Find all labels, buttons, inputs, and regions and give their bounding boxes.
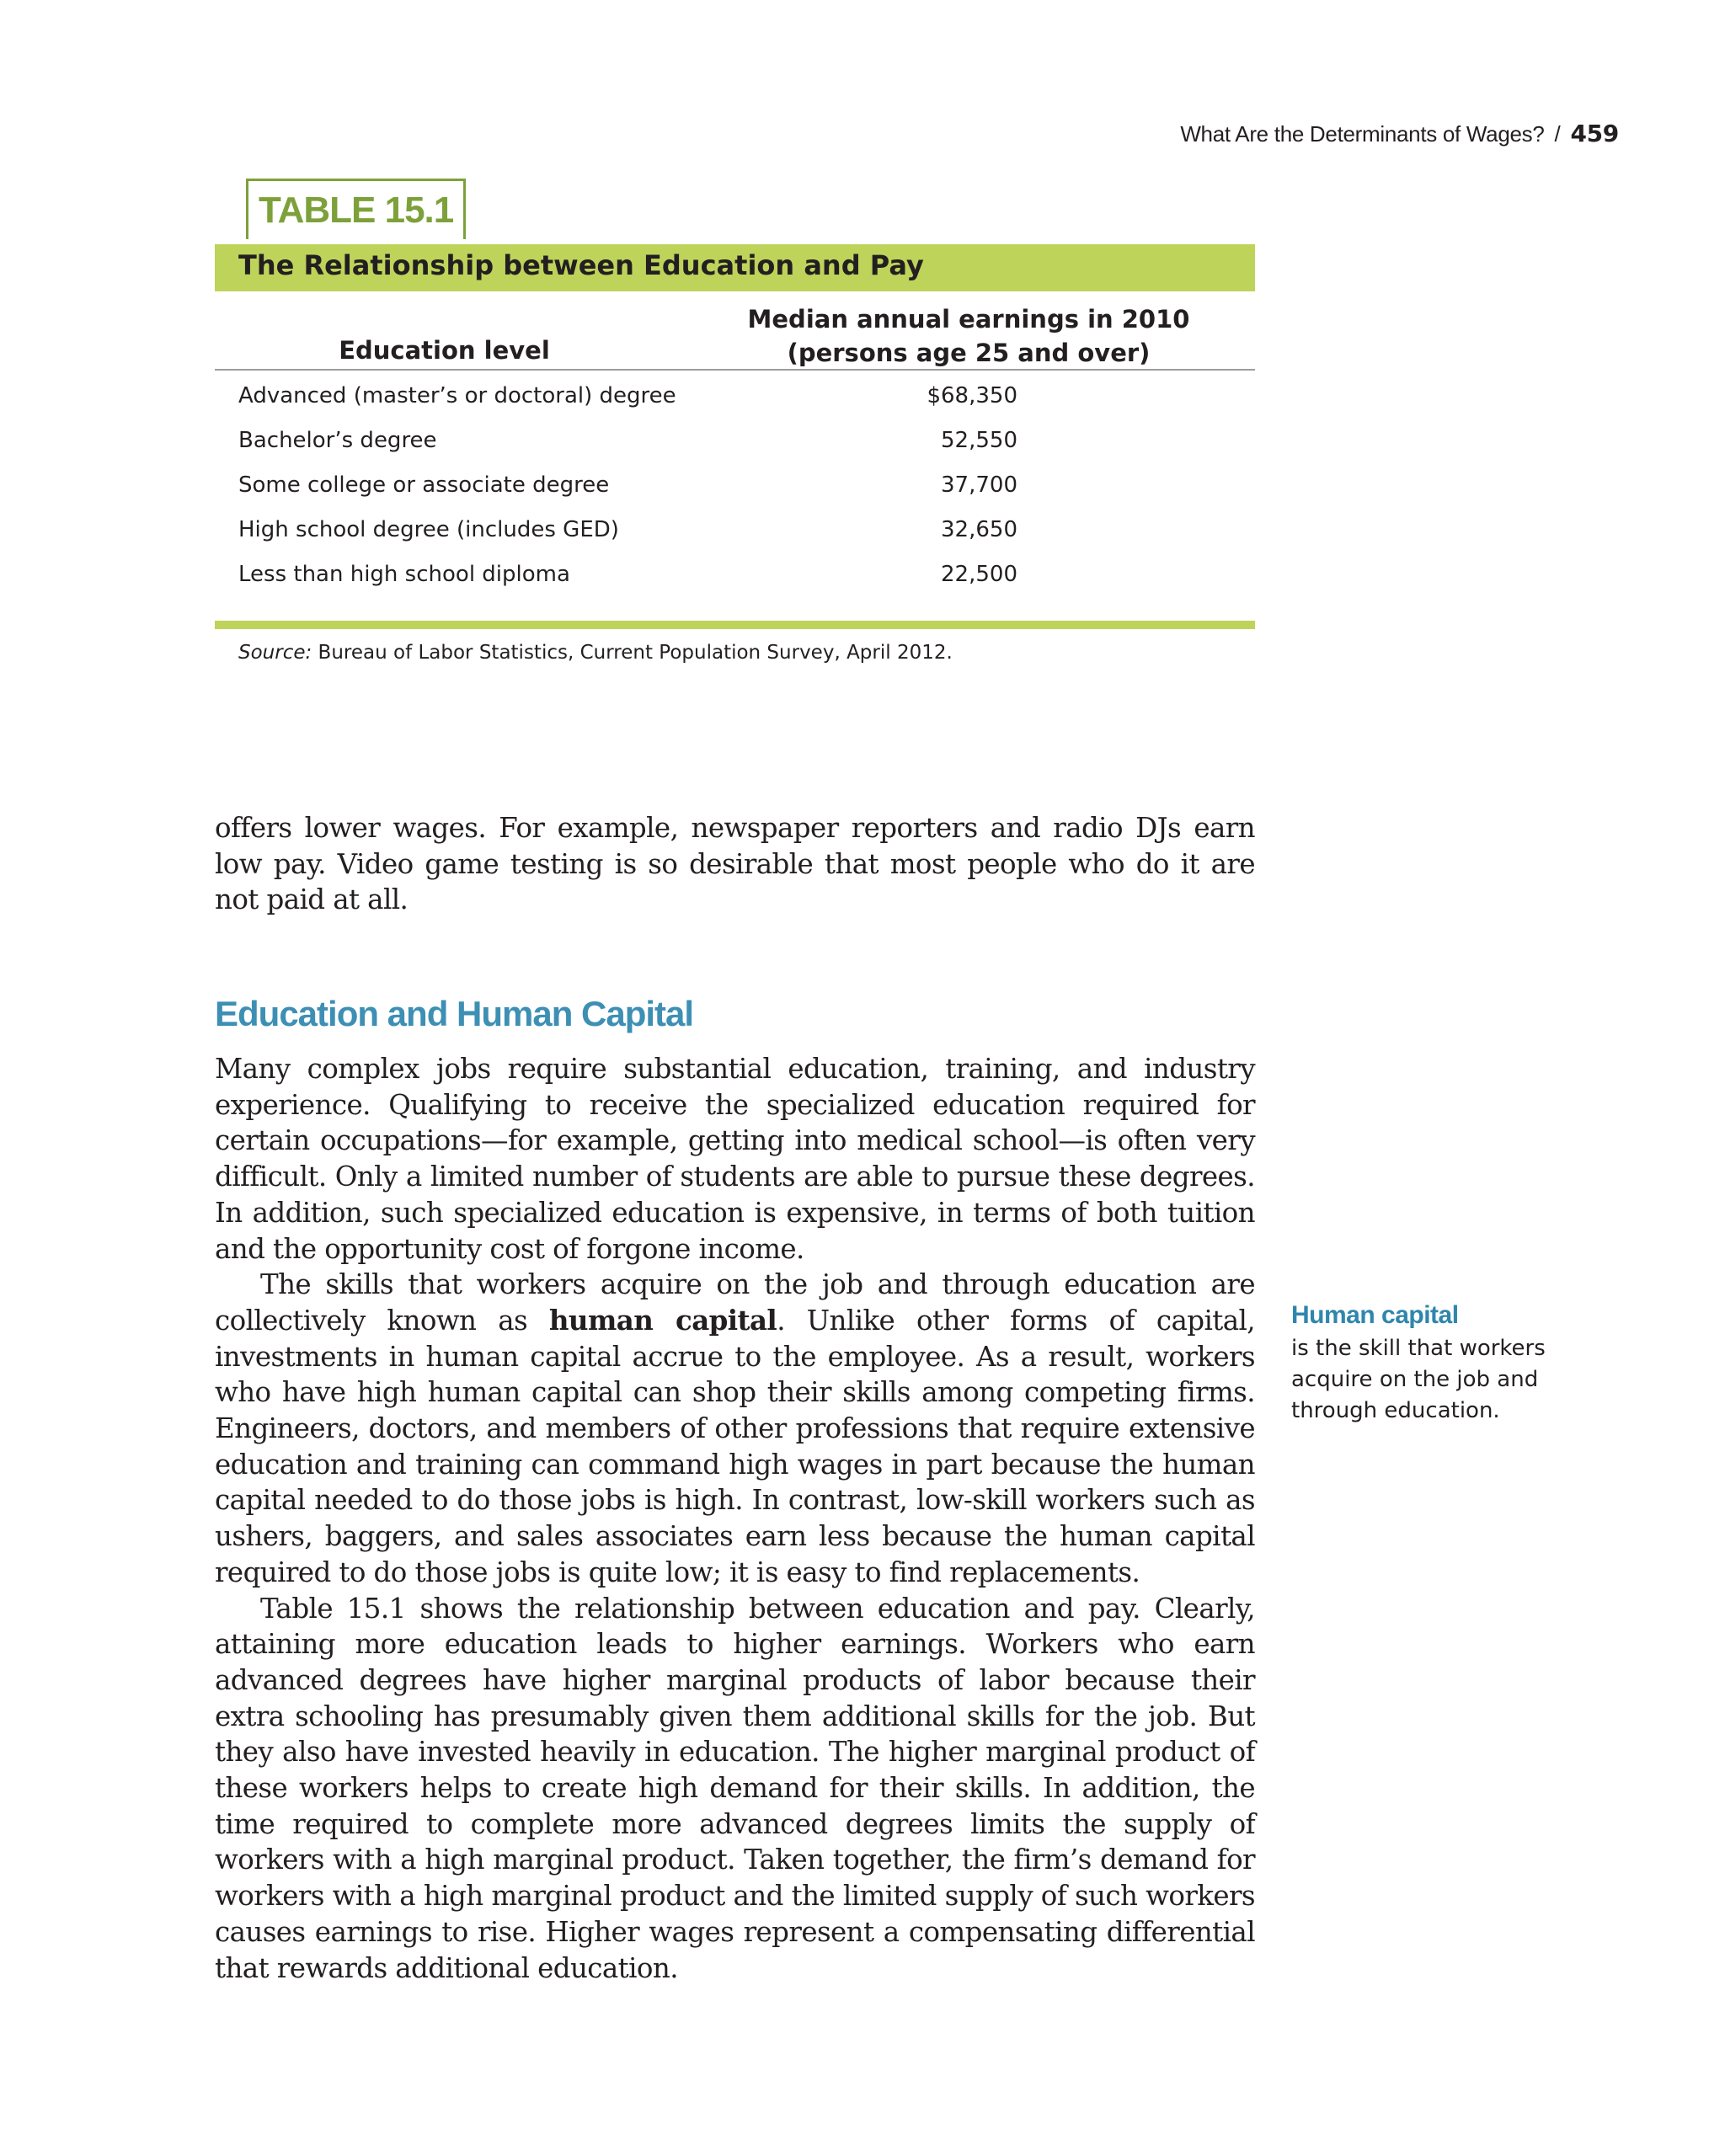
page-number: 459 [1570, 120, 1619, 147]
earnings-cell: 32,650 [941, 517, 1017, 542]
earnings-cell: 22,500 [941, 562, 1017, 587]
source-label: Source: [238, 642, 312, 664]
paragraph-3: Table 15.1 shows the relationship between education and pay. Clearly, attaining more education leads to higher earnings. Workers who earn advanced degrees have higher marginal products of labor because their extra schooling has presumably given them additional skills for the job. But they also have invested heavily in education. The higher marginal product of these workers helps to create high demand for their skills. In addition, the time required to complete more advanced degrees limits the supply of workers with a high marginal product. Taken together, the firm’s demand for workers with a high marginal product and the limited supply of such workers causes earnings to rise. Higher wages represent a compensating differential that rewards additional education. [215, 1592, 1255, 1984]
table-label: TABLE 15.1 [246, 179, 466, 239]
education-level-cell: Advanced (master’s or doctoral) degree [238, 383, 676, 408]
education-level-cell: Some college or associate degree [238, 472, 610, 498]
table-row [238, 517, 1081, 551]
education-level-cell: Less than high school diploma [238, 562, 570, 587]
education-level-cell: High school degree (includes GED) [238, 517, 619, 542]
column-header-earnings-line2: (persons age 25 and over) [787, 339, 1151, 367]
running-head-separator: / [1554, 121, 1561, 147]
column-header-education: Education level [339, 336, 550, 365]
column-header-earnings [733, 302, 1204, 370]
section-heading: Education and Human Capital [215, 994, 694, 1033]
table-row [238, 383, 1081, 417]
intro-paragraph [215, 810, 1255, 918]
table-row [238, 472, 1081, 506]
paragraph-2 [215, 1267, 1255, 1590]
glossary-term: Human capital [1291, 1301, 1459, 1329]
table-footer-bar [215, 621, 1255, 629]
source-text: Bureau of Labor Statistics, Current Population Survey, April 2012. [312, 642, 953, 664]
table-row [238, 428, 1081, 462]
table-header-rule [215, 369, 1255, 371]
running-head [1180, 120, 1619, 147]
intro-paragraph-text: offers lower wages. For example, newspaper reporters and radio DJs earn low pay. Video game testing is so desirable that most people who do it are not paid at all. [215, 812, 1255, 916]
section-body [215, 1051, 1255, 1986]
paragraph-2-rest: . Unlike other forms of capital, investments in human capital accrue to the employee. As a result, workers who have high human capital can shop their skills among competing firms. Engineers, doctors, and members of other professions that require extensive education and training can command high wages in part because the human capital needed to do those jobs is high. In contrast, low-skill workers such as ushers, baggers, and sales associates earn less because the human capital required to do those jobs is quite low; it is easy to find replacements. [215, 1304, 1256, 1588]
column-header-earnings-line1: Median annual earnings in 2010 [747, 305, 1190, 334]
margin-glossary-note [1291, 1301, 1569, 1427]
key-term-human-capital: human capital [548, 1303, 777, 1337]
glossary-definition: is the skill that workers acquire on the job and through education. [1291, 1336, 1546, 1423]
table-source [238, 642, 953, 664]
earnings-cell: 52,550 [941, 428, 1017, 453]
earnings-cell: 37,700 [941, 472, 1017, 498]
paragraph-2-start: The skills that workers acquire on the job and through education are collectively known as [215, 1268, 1255, 1337]
earnings-cell: $68,350 [927, 383, 1017, 408]
table-row [238, 562, 1081, 595]
paragraph-1: Many complex jobs require substantial education, training, and industry experience. Qualifying to receive the specialized education required for certain occupations—for example, getting into medical school—is often very difficult. Only a limited number of students are able to pursue these degrees. In addition, such specialized education is expensive, in terms of both tuition and the opportunity cost of forgone income. [215, 1053, 1255, 1265]
education-level-cell: Bachelor’s degree [238, 428, 437, 453]
running-head-title: What Are the Determinants of Wages? [1180, 121, 1545, 147]
table-title: The Relationship between Education and Pay [238, 249, 924, 281]
